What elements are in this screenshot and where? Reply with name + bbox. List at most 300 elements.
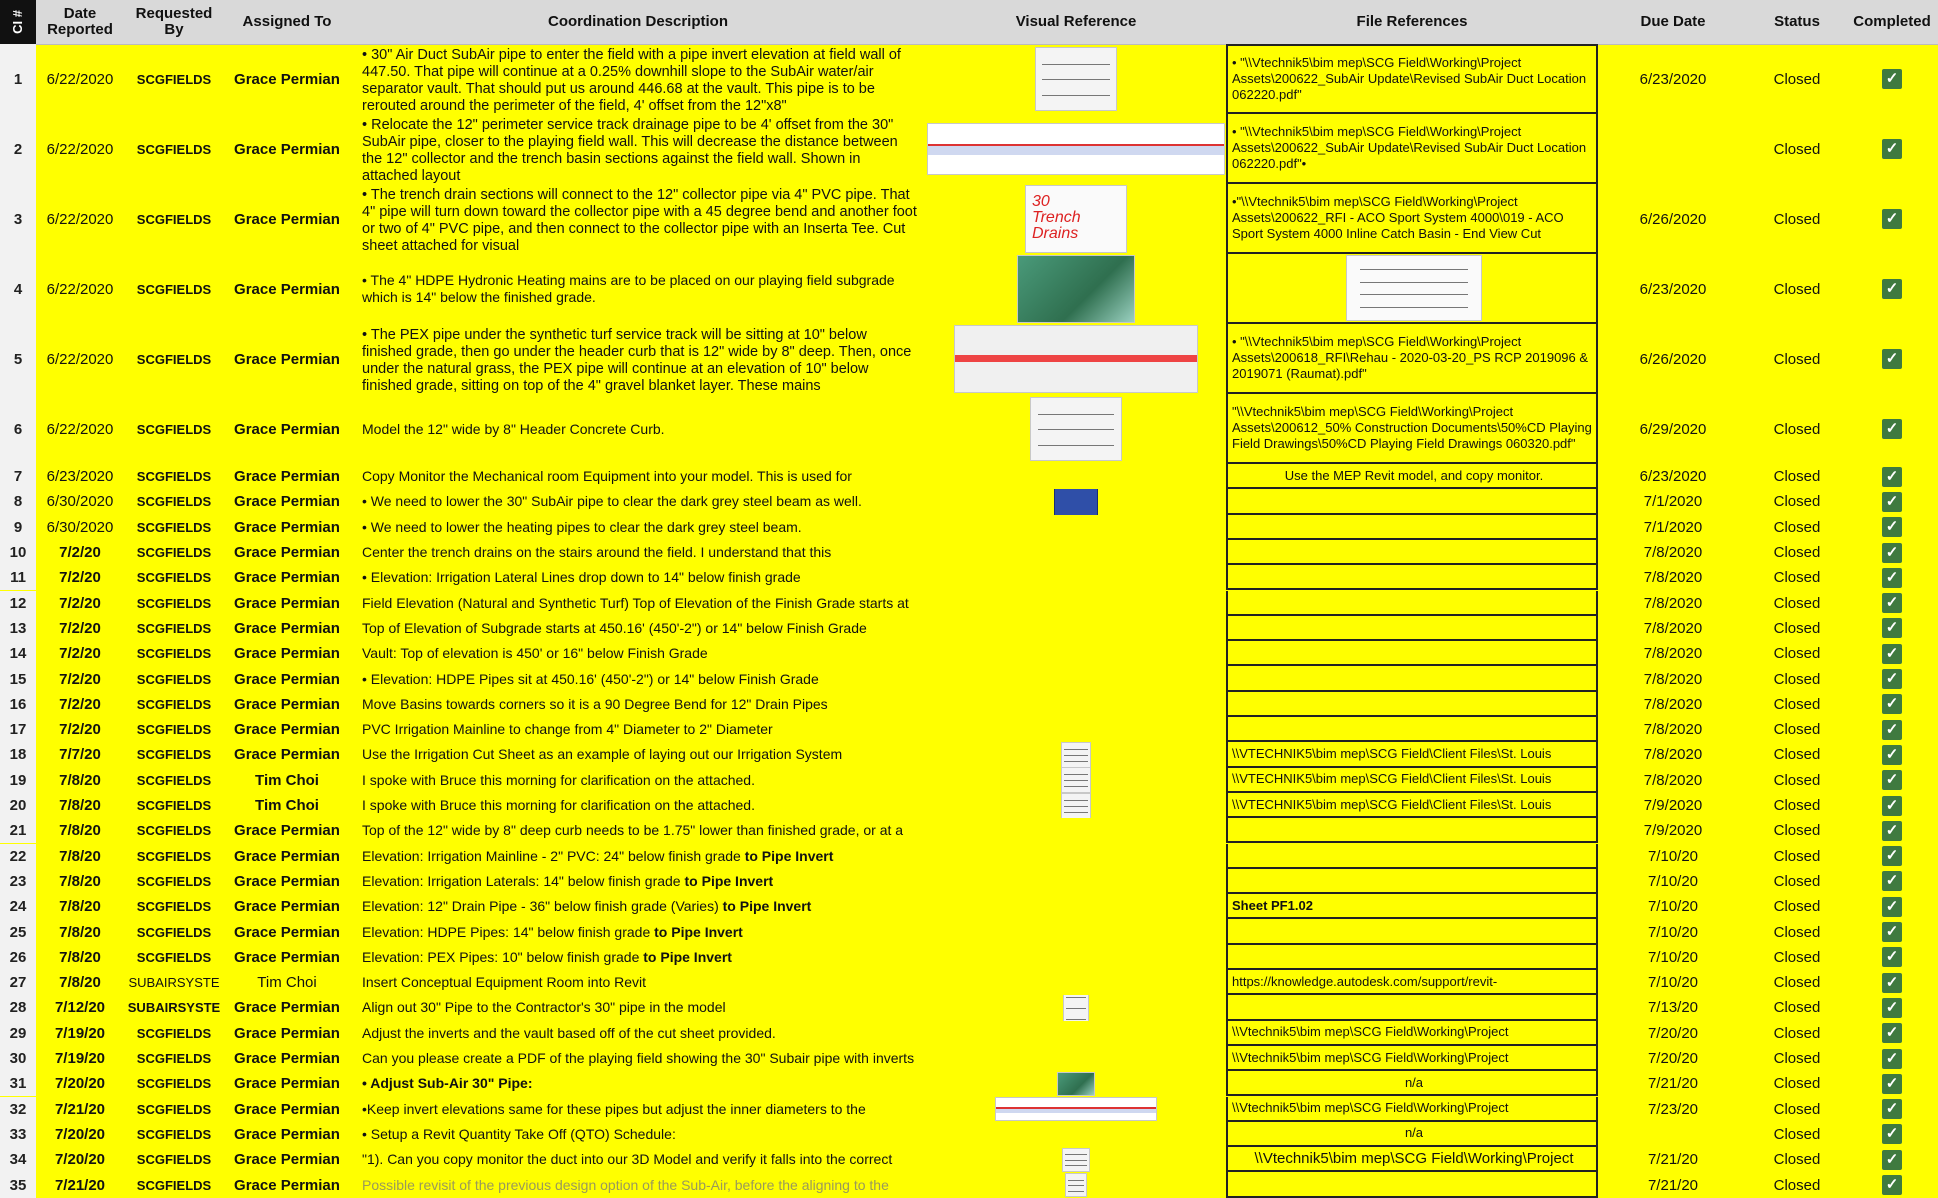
completed-cell[interactable]: [1846, 1097, 1938, 1122]
due-date-cell[interactable]: 6/29/2020: [1639, 420, 1707, 438]
visual-reference-cell[interactable]: [926, 540, 1226, 565]
requested-by-cell[interactable]: SCGFIELDS: [136, 1101, 212, 1117]
header-file-references[interactable]: File References: [1356, 13, 1468, 30]
status-cell[interactable]: Closed: [1773, 1176, 1821, 1194]
completed-checkbox[interactable]: ✓: [1882, 517, 1902, 537]
coordination-description-cell[interactable]: [350, 717, 926, 742]
completed-cell[interactable]: [1846, 641, 1938, 666]
status-cell[interactable]: Closed: [1773, 70, 1821, 88]
assigned-to-cell[interactable]: Grace Permian: [234, 210, 340, 228]
assigned-to-cell[interactable]: Grace Permian: [234, 420, 340, 438]
due-date-cell[interactable]: 6/23/2020: [1639, 280, 1707, 298]
status-cell[interactable]: Closed: [1773, 493, 1821, 511]
visual-reference-thumbnail[interactable]: [1065, 1173, 1087, 1197]
requested-by-cell[interactable]: SCGFIELDS: [136, 949, 212, 965]
ci-number-cell[interactable]: 2: [0, 114, 36, 184]
ci-number-cell[interactable]: 22: [0, 844, 36, 869]
assigned-to-cell[interactable]: Grace Permian: [234, 1024, 340, 1042]
date-reported-cell[interactable]: 7/2/20: [59, 619, 101, 637]
date-reported-cell[interactable]: 7/20/20: [54, 1151, 106, 1169]
status-cell[interactable]: Closed: [1773, 420, 1821, 438]
file-references-cell[interactable]: [1226, 995, 1598, 1020]
assigned-to-cell[interactable]: Grace Permian: [234, 695, 340, 713]
completed-checkbox[interactable]: ✓: [1882, 568, 1902, 588]
visual-reference-cell[interactable]: [926, 818, 1226, 843]
date-reported-cell[interactable]: 7/8/20: [59, 797, 101, 815]
due-date-cell[interactable]: 7/13/20: [1647, 999, 1699, 1017]
completed-cell[interactable]: [1846, 394, 1938, 464]
due-date-cell[interactable]: 7/1/2020: [1643, 518, 1703, 536]
requested-by-cell[interactable]: SCGFIELDS: [136, 351, 212, 367]
completed-checkbox[interactable]: ✓: [1882, 467, 1902, 487]
status-cell[interactable]: Closed: [1773, 670, 1821, 688]
assigned-to-cell[interactable]: Tim Choi: [255, 771, 319, 789]
date-reported-cell[interactable]: 6/23/2020: [46, 468, 114, 486]
ci-number-cell[interactable]: 11: [0, 565, 36, 590]
file-references-cell[interactable]: n/a: [1226, 1122, 1598, 1147]
file-references-cell[interactable]: \\Vtechnik5\bim mep\SCG Field\Working\Project: [1226, 1097, 1598, 1122]
completed-cell[interactable]: [1846, 793, 1938, 818]
assigned-to-cell[interactable]: Grace Permian: [234, 140, 340, 158]
coordination-description-cell[interactable]: [350, 818, 926, 843]
completed-cell[interactable]: [1846, 114, 1938, 184]
requested-by-cell[interactable]: SCGFIELDS: [136, 1152, 212, 1168]
assigned-to-cell[interactable]: Grace Permian: [234, 923, 340, 941]
coordination-description-cell[interactable]: [350, 616, 926, 641]
ci-number-cell[interactable]: 3: [0, 184, 36, 254]
due-date-cell[interactable]: 6/23/2020: [1639, 70, 1707, 88]
visual-reference-cell[interactable]: [926, 464, 1226, 489]
completed-checkbox[interactable]: ✓: [1882, 669, 1902, 689]
visual-reference-thumbnail[interactable]: [1017, 255, 1135, 323]
status-cell[interactable]: Closed: [1773, 822, 1821, 840]
due-date-cell[interactable]: 7/1/2020: [1643, 493, 1703, 511]
date-reported-cell[interactable]: 7/8/20: [59, 771, 101, 789]
visual-reference-cell[interactable]: [926, 184, 1226, 254]
completed-cell[interactable]: [1846, 324, 1938, 394]
requested-by-cell[interactable]: SCGFIELDS: [136, 772, 212, 788]
ci-number-cell[interactable]: 25: [0, 919, 36, 944]
coordination-description-cell[interactable]: [350, 1122, 926, 1147]
completed-cell[interactable]: [1846, 717, 1938, 742]
coordination-description-cell[interactable]: [350, 919, 926, 944]
visual-reference-cell[interactable]: [926, 945, 1226, 970]
date-reported-cell[interactable]: 7/8/20: [59, 872, 101, 890]
due-date-cell[interactable]: 7/8/2020: [1643, 544, 1703, 562]
completed-cell[interactable]: [1846, 44, 1938, 114]
completed-cell[interactable]: [1846, 970, 1938, 995]
completed-checkbox[interactable]: ✓: [1882, 618, 1902, 638]
completed-cell[interactable]: [1846, 540, 1938, 565]
visual-reference-cell[interactable]: [926, 324, 1226, 394]
visual-reference-cell[interactable]: [926, 970, 1226, 995]
ci-number-cell[interactable]: 19: [0, 768, 36, 793]
assigned-to-cell[interactable]: Grace Permian: [234, 468, 340, 486]
due-date-cell[interactable]: 7/10/20: [1647, 974, 1699, 992]
file-references-cell[interactable]: [1226, 844, 1598, 869]
date-reported-cell[interactable]: 7/20/20: [54, 1125, 106, 1143]
completed-cell[interactable]: [1846, 489, 1938, 514]
completed-cell[interactable]: [1846, 742, 1938, 767]
completed-cell[interactable]: [1846, 945, 1938, 970]
file-references-cell[interactable]: [1226, 919, 1598, 944]
date-reported-cell[interactable]: 7/2/20: [59, 721, 101, 739]
visual-reference-cell[interactable]: [926, 692, 1226, 717]
requested-by-cell[interactable]: SCGFIELDS: [136, 1177, 212, 1193]
file-references-cell[interactable]: \\Vtechnik5\bim mep\SCG Field\Working\Project: [1226, 1046, 1598, 1071]
requested-by-cell[interactable]: SCGFIELDS: [136, 570, 212, 586]
status-cell[interactable]: Closed: [1773, 280, 1821, 298]
file-references-cell[interactable]: n/a: [1226, 1071, 1598, 1096]
date-reported-cell[interactable]: 7/2/20: [59, 544, 101, 562]
status-cell[interactable]: Closed: [1773, 948, 1821, 966]
ci-number-cell[interactable]: 32: [0, 1097, 36, 1122]
file-references-cell[interactable]: [1226, 540, 1598, 565]
visual-reference-thumbnail[interactable]: [954, 325, 1198, 393]
requested-by-cell[interactable]: SCGFIELDS: [136, 747, 212, 763]
completed-checkbox[interactable]: ✓: [1882, 1150, 1902, 1170]
assigned-to-cell[interactable]: Grace Permian: [234, 822, 340, 840]
date-reported-cell[interactable]: 7/2/20: [59, 670, 101, 688]
ci-number-cell[interactable]: 24: [0, 894, 36, 919]
coordination-description-cell[interactable]: [350, 970, 926, 995]
due-date-cell[interactable]: 7/8/2020: [1643, 569, 1703, 587]
visual-reference-cell[interactable]: [926, 565, 1226, 590]
header-status[interactable]: Status: [1774, 13, 1820, 30]
status-cell[interactable]: Closed: [1773, 721, 1821, 739]
status-cell[interactable]: Closed: [1773, 1151, 1821, 1169]
due-date-cell[interactable]: 7/8/2020: [1643, 670, 1703, 688]
requested-by-cell[interactable]: SCGFIELDS: [136, 924, 212, 940]
file-references-cell[interactable]: [1226, 489, 1598, 514]
due-date-cell[interactable]: 7/10/20: [1647, 948, 1699, 966]
coordination-description-cell[interactable]: [350, 768, 926, 793]
assigned-to-cell[interactable]: Grace Permian: [234, 1100, 340, 1118]
ci-number-cell[interactable]: 23: [0, 869, 36, 894]
status-cell[interactable]: Closed: [1773, 695, 1821, 713]
requested-by-cell[interactable]: SCGFIELDS: [136, 1076, 212, 1092]
completed-checkbox[interactable]: ✓: [1882, 998, 1902, 1018]
date-reported-cell[interactable]: 7/7/20: [59, 746, 101, 764]
requested-by-cell[interactable]: SCGFIELDS: [136, 798, 212, 814]
due-date-cell[interactable]: 6/26/2020: [1639, 350, 1707, 368]
header-visual-reference[interactable]: Visual Reference: [1015, 13, 1137, 30]
coordination-description-cell[interactable]: [350, 869, 926, 894]
completed-cell[interactable]: [1846, 995, 1938, 1020]
coordination-description-cell[interactable]: [350, 742, 926, 767]
header-coordination-description[interactable]: Coordination Description: [548, 13, 728, 30]
file-references-cell[interactable]: [1226, 591, 1598, 616]
visual-reference-cell[interactable]: [926, 793, 1226, 818]
due-date-cell[interactable]: [1598, 114, 1748, 184]
visual-reference-cell[interactable]: [926, 1122, 1226, 1147]
status-cell[interactable]: Closed: [1773, 594, 1821, 612]
header-date-reported[interactable]: Date Reported: [47, 5, 113, 38]
coordination-description-cell[interactable]: [350, 1046, 926, 1071]
ci-number-cell[interactable]: 1: [0, 44, 36, 114]
visual-reference-thumbnail[interactable]: [1061, 742, 1091, 767]
visual-reference-cell[interactable]: [926, 869, 1226, 894]
status-cell[interactable]: Closed: [1773, 140, 1821, 158]
visual-reference-cell[interactable]: [926, 1147, 1226, 1172]
completed-cell[interactable]: [1846, 1071, 1938, 1096]
completed-checkbox[interactable]: ✓: [1882, 349, 1902, 369]
file-references-cell[interactable]: \\Vtechnik5\bim mep\SCG Field\Working\Project: [1226, 1021, 1598, 1046]
due-date-cell[interactable]: 7/8/2020: [1643, 695, 1703, 713]
completed-checkbox[interactable]: ✓: [1882, 209, 1902, 229]
ci-number-cell[interactable]: 31: [0, 1071, 36, 1096]
completed-cell[interactable]: [1846, 692, 1938, 717]
completed-checkbox[interactable]: ✓: [1882, 543, 1902, 563]
assigned-to-cell[interactable]: Grace Permian: [234, 746, 340, 764]
assigned-to-cell[interactable]: Grace Permian: [234, 898, 340, 916]
completed-cell[interactable]: [1846, 616, 1938, 641]
file-references-cell[interactable]: [1226, 818, 1598, 843]
completed-checkbox[interactable]: ✓: [1882, 1124, 1902, 1144]
requested-by-cell[interactable]: SCGFIELDS: [136, 519, 212, 535]
header-completed[interactable]: Completed: [1853, 13, 1931, 30]
file-references-cell[interactable]: [1226, 641, 1598, 666]
date-reported-cell[interactable]: 7/8/20: [59, 974, 101, 992]
ci-number-cell[interactable]: 26: [0, 945, 36, 970]
completed-checkbox[interactable]: ✓: [1882, 796, 1902, 816]
ci-number-cell[interactable]: 20: [0, 793, 36, 818]
visual-reference-cell[interactable]: [926, 254, 1226, 324]
completed-checkbox[interactable]: ✓: [1882, 644, 1902, 664]
date-reported-cell[interactable]: 6/22/2020: [46, 210, 114, 228]
file-references-cell[interactable]: Sheet PF1.02: [1226, 894, 1598, 919]
completed-cell[interactable]: [1846, 818, 1938, 843]
file-reference-thumbnail[interactable]: [1346, 255, 1482, 321]
visual-reference-cell[interactable]: [926, 1021, 1226, 1046]
visual-reference-thumbnail[interactable]: [1062, 1148, 1090, 1172]
ci-number-cell[interactable]: 21: [0, 818, 36, 843]
due-date-cell[interactable]: 7/21/20: [1647, 1176, 1699, 1194]
requested-by-cell[interactable]: SCGFIELDS: [136, 899, 212, 915]
ci-number-cell[interactable]: 17: [0, 717, 36, 742]
date-reported-cell[interactable]: 7/21/20: [54, 1100, 106, 1118]
completed-checkbox[interactable]: ✓: [1882, 419, 1902, 439]
completed-cell[interactable]: [1846, 254, 1938, 324]
visual-reference-cell[interactable]: [926, 995, 1226, 1020]
status-cell[interactable]: Closed: [1773, 1100, 1821, 1118]
visual-reference-cell[interactable]: [926, 666, 1226, 691]
ci-number-cell[interactable]: 35: [0, 1172, 36, 1197]
visual-reference-thumbnail[interactable]: [1030, 397, 1122, 461]
completed-cell[interactable]: [1846, 184, 1938, 254]
due-date-cell[interactable]: 7/10/20: [1647, 898, 1699, 916]
header-requested-by[interactable]: Requested By: [135, 5, 213, 38]
ci-number-cell[interactable]: 18: [0, 742, 36, 767]
assigned-to-cell[interactable]: Grace Permian: [234, 847, 340, 865]
visual-reference-cell[interactable]: [926, 591, 1226, 616]
due-date-cell[interactable]: 7/10/20: [1647, 847, 1699, 865]
ci-number-cell[interactable]: 28: [0, 995, 36, 1020]
file-references-cell[interactable]: \\VTECHNIK5\bim mep\SCG Field\Client Files\St. Louis: [1226, 768, 1598, 793]
status-cell[interactable]: Closed: [1773, 974, 1821, 992]
completed-checkbox[interactable]: ✓: [1882, 139, 1902, 159]
assigned-to-cell[interactable]: Grace Permian: [234, 544, 340, 562]
status-cell[interactable]: Closed: [1773, 872, 1821, 890]
requested-by-cell[interactable]: SCGFIELDS: [136, 620, 212, 636]
due-date-cell[interactable]: 7/8/2020: [1643, 771, 1703, 789]
due-date-cell[interactable]: 7/10/20: [1647, 923, 1699, 941]
assigned-to-cell[interactable]: Grace Permian: [234, 948, 340, 966]
ci-number-cell[interactable]: 16: [0, 692, 36, 717]
completed-cell[interactable]: [1846, 844, 1938, 869]
requested-by-cell[interactable]: SCGFIELDS: [136, 873, 212, 889]
coordination-description-cell[interactable]: [350, 1097, 926, 1122]
visual-reference-cell[interactable]: [926, 717, 1226, 742]
assigned-to-cell[interactable]: Grace Permian: [234, 350, 340, 368]
status-cell[interactable]: Closed: [1773, 350, 1821, 368]
due-date-cell[interactable]: 7/10/20: [1647, 872, 1699, 890]
visual-reference-thumbnail[interactable]: [1063, 995, 1089, 1020]
status-cell[interactable]: Closed: [1773, 544, 1821, 562]
visual-reference-cell[interactable]: [926, 768, 1226, 793]
ci-number-cell[interactable]: 14: [0, 641, 36, 666]
completed-checkbox[interactable]: ✓: [1882, 593, 1902, 613]
due-date-cell[interactable]: 6/23/2020: [1639, 468, 1707, 486]
status-cell[interactable]: Closed: [1773, 797, 1821, 815]
coordination-description-cell[interactable]: [350, 114, 926, 184]
ci-number-cell[interactable]: 33: [0, 1122, 36, 1147]
date-reported-cell[interactable]: 6/22/2020: [46, 140, 114, 158]
requested-by-cell[interactable]: SCGFIELDS: [136, 469, 212, 485]
coordination-description-cell[interactable]: [350, 540, 926, 565]
coordination-description-cell[interactable]: [350, 692, 926, 717]
file-references-cell[interactable]: [1226, 515, 1598, 540]
requested-by-cell[interactable]: SCGFIELDS: [136, 722, 212, 738]
completed-cell[interactable]: [1846, 464, 1938, 489]
assigned-to-cell[interactable]: Tim Choi: [257, 974, 317, 992]
date-reported-cell[interactable]: 7/8/20: [59, 898, 101, 916]
header-assigned-to[interactable]: Assigned To: [242, 13, 332, 30]
coordination-description-cell[interactable]: [350, 641, 926, 666]
assigned-to-cell[interactable]: Grace Permian: [234, 1075, 340, 1093]
coordination-description-cell[interactable]: [350, 1071, 926, 1096]
date-reported-cell[interactable]: 7/21/20: [54, 1176, 106, 1194]
completed-cell[interactable]: [1846, 869, 1938, 894]
requested-by-cell[interactable]: SCGFIELDS: [136, 696, 212, 712]
completed-checkbox[interactable]: ✓: [1882, 973, 1902, 993]
date-reported-cell[interactable]: 6/22/2020: [46, 350, 114, 368]
completed-checkbox[interactable]: ✓: [1882, 745, 1902, 765]
file-references-cell[interactable]: •"\\Vtechnik5\bim mep\SCG Field\Working\Project Assets\200622_RFI - ACO Sport System 4000\019 - ACO Sport System 4000 Inline Catch Basin - End View Cut: [1226, 184, 1598, 254]
header-ci-number[interactable]: [0, 0, 36, 44]
visual-reference-cell[interactable]: [926, 919, 1226, 944]
date-reported-cell[interactable]: 7/2/20: [59, 695, 101, 713]
ci-number-cell[interactable]: 15: [0, 666, 36, 691]
due-date-cell[interactable]: 6/26/2020: [1639, 210, 1707, 228]
visual-reference-thumbnail[interactable]: [1061, 768, 1091, 793]
visual-reference-thumbnail[interactable]: [995, 1097, 1157, 1121]
file-references-cell[interactable]: Use the MEP Revit model, and copy monitor.: [1226, 464, 1598, 489]
assigned-to-cell[interactable]: Grace Permian: [234, 70, 340, 88]
file-references-cell[interactable]: \\Vtechnik5\bim mep\SCG Field\Working\Project: [1226, 1147, 1598, 1172]
status-cell[interactable]: Closed: [1773, 847, 1821, 865]
date-reported-cell[interactable]: 6/30/2020: [46, 493, 114, 511]
completed-cell[interactable]: [1846, 565, 1938, 590]
due-date-cell[interactable]: 7/9/2020: [1643, 822, 1703, 840]
ci-number-cell[interactable]: 29: [0, 1021, 36, 1046]
visual-reference-thumbnail[interactable]: [927, 123, 1225, 175]
date-reported-cell[interactable]: 6/30/2020: [46, 518, 114, 536]
file-references-cell[interactable]: [1226, 666, 1598, 691]
requested-by-cell[interactable]: SCGFIELDS: [136, 671, 212, 687]
assigned-to-cell[interactable]: Grace Permian: [234, 999, 340, 1017]
header-due-date[interactable]: Due Date: [1640, 13, 1706, 30]
coordination-description-cell[interactable]: [350, 945, 926, 970]
status-cell[interactable]: Closed: [1773, 518, 1821, 536]
visual-reference-thumbnail[interactable]: [1061, 793, 1091, 818]
coordination-description-cell[interactable]: [350, 894, 926, 919]
completed-cell[interactable]: [1846, 1021, 1938, 1046]
status-cell[interactable]: Closed: [1773, 1024, 1821, 1042]
completed-checkbox[interactable]: ✓: [1882, 770, 1902, 790]
status-cell[interactable]: Closed: [1773, 923, 1821, 941]
date-reported-cell[interactable]: 7/8/20: [59, 822, 101, 840]
completed-cell[interactable]: [1846, 894, 1938, 919]
coordination-description-cell[interactable]: [350, 793, 926, 818]
due-date-cell[interactable]: 7/23/20: [1647, 1100, 1699, 1118]
assigned-to-cell[interactable]: Grace Permian: [234, 1125, 340, 1143]
due-date-cell[interactable]: 7/21/20: [1647, 1075, 1699, 1093]
visual-reference-cell[interactable]: [926, 641, 1226, 666]
coordination-description-cell[interactable]: [350, 254, 926, 324]
file-references-cell[interactable]: \\VTECHNIK5\bim mep\SCG Field\Client Files\St. Louis: [1226, 742, 1598, 767]
assigned-to-cell[interactable]: Grace Permian: [234, 1176, 340, 1194]
requested-by-cell[interactable]: SUBAIRSYSTE: [127, 1000, 221, 1016]
date-reported-cell[interactable]: 7/8/20: [59, 948, 101, 966]
status-cell[interactable]: Closed: [1773, 898, 1821, 916]
due-date-cell[interactable]: 7/8/2020: [1643, 619, 1703, 637]
completed-cell[interactable]: [1846, 1046, 1938, 1071]
file-references-cell[interactable]: "\\Vtechnik5\bim mep\SCG Field\Working\Project Assets\200612_50% Construction Documents\50%CD Playing Field Drawings\50%CD Playing Field Drawings 060320.pdf": [1226, 394, 1598, 464]
due-date-cell[interactable]: [1598, 1122, 1748, 1147]
visual-reference-thumbnail[interactable]: [1054, 489, 1098, 514]
assigned-to-cell[interactable]: Grace Permian: [234, 569, 340, 587]
coordination-description-cell[interactable]: [350, 565, 926, 590]
visual-reference-cell[interactable]: [926, 394, 1226, 464]
date-reported-cell[interactable]: 7/19/20: [54, 1024, 106, 1042]
status-cell[interactable]: Closed: [1773, 619, 1821, 637]
completed-checkbox[interactable]: ✓: [1882, 922, 1902, 942]
coordination-description-cell[interactable]: [350, 515, 926, 540]
status-cell[interactable]: Closed: [1773, 1075, 1821, 1093]
assigned-to-cell[interactable]: Grace Permian: [234, 670, 340, 688]
completed-checkbox[interactable]: ✓: [1882, 492, 1902, 512]
visual-reference-cell[interactable]: [926, 44, 1226, 114]
requested-by-cell[interactable]: SCGFIELDS: [136, 595, 212, 611]
file-references-cell[interactable]: [1226, 869, 1598, 894]
completed-cell[interactable]: [1846, 591, 1938, 616]
requested-by-cell[interactable]: SCGFIELDS: [136, 848, 212, 864]
coordination-description-cell[interactable]: [350, 995, 926, 1020]
status-cell[interactable]: Closed: [1773, 1125, 1821, 1143]
coordination-description-cell[interactable]: [350, 44, 926, 114]
completed-cell[interactable]: [1846, 1147, 1938, 1172]
status-cell[interactable]: Closed: [1773, 999, 1821, 1017]
visual-reference-thumbnail[interactable]: [1057, 1072, 1095, 1096]
coordination-description-cell[interactable]: [350, 489, 926, 514]
completed-checkbox[interactable]: ✓: [1882, 821, 1902, 841]
coordination-description-cell[interactable]: [350, 1147, 926, 1172]
date-reported-cell[interactable]: 7/8/20: [59, 847, 101, 865]
ci-number-cell[interactable]: 6: [0, 394, 36, 464]
ci-number-cell[interactable]: 13: [0, 616, 36, 641]
completed-checkbox[interactable]: ✓: [1882, 279, 1902, 299]
